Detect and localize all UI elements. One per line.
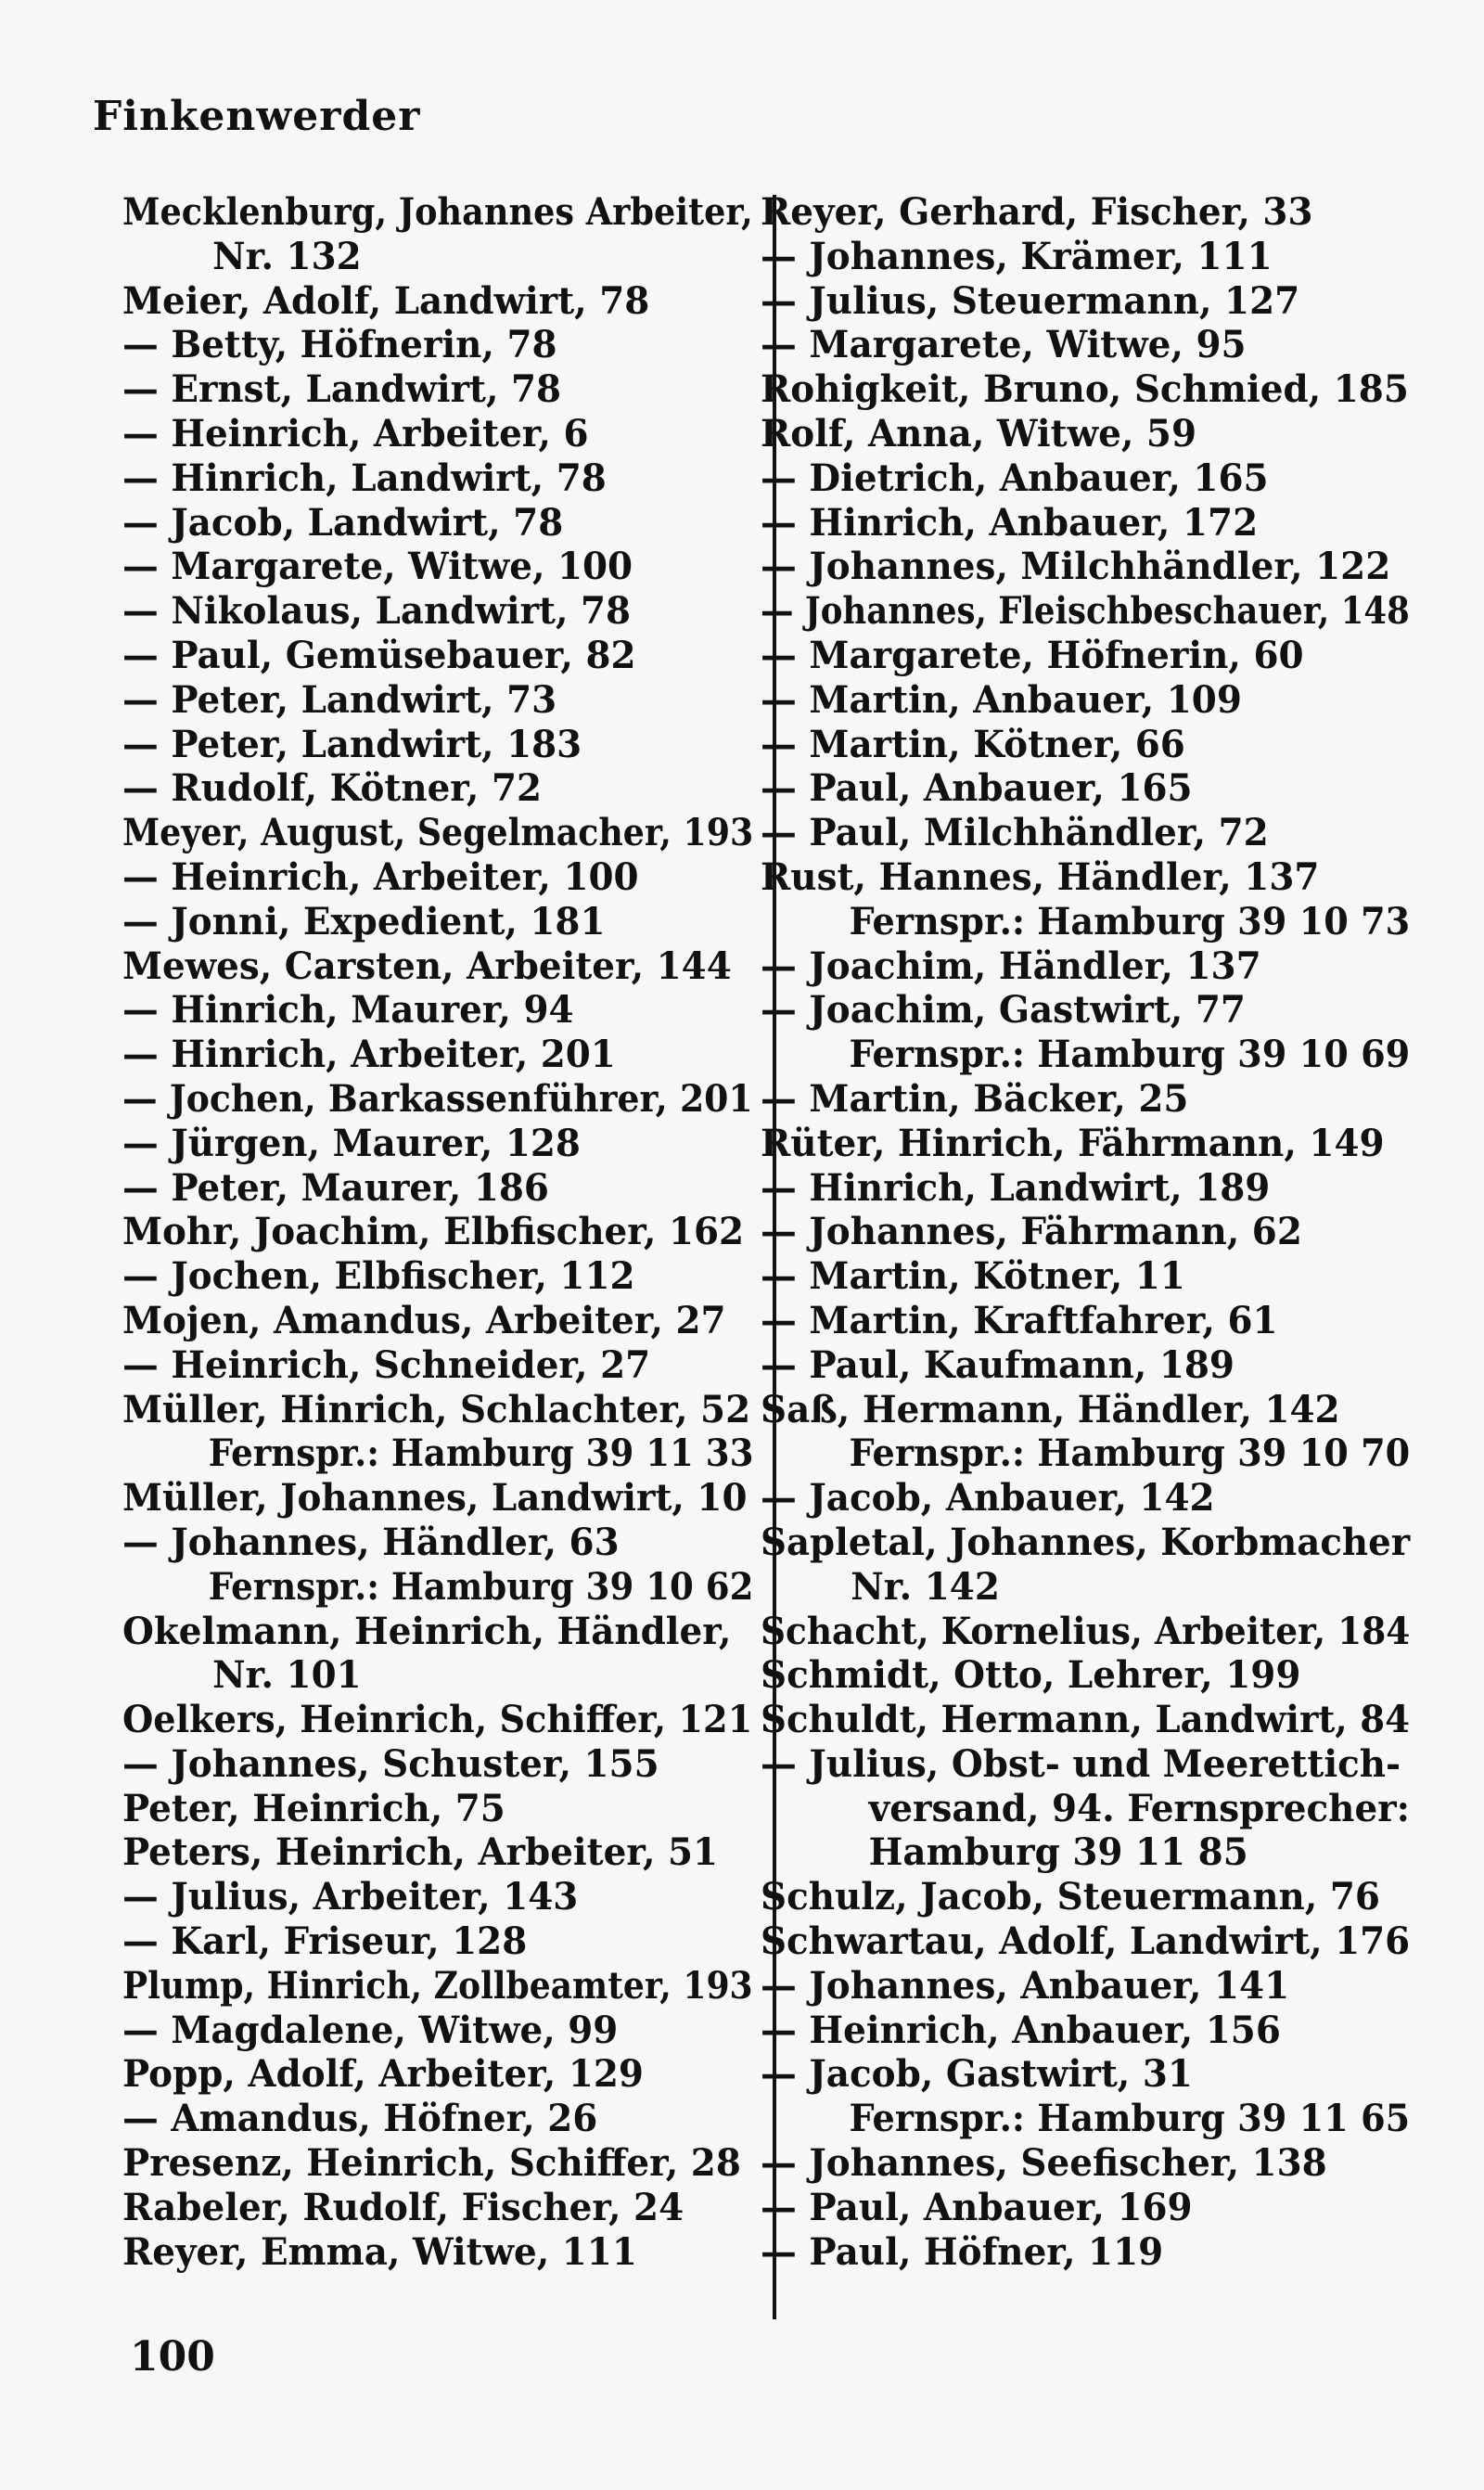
directory-entry: — Magdalene, Witwe, 99 [122,2008,619,2052]
directory-entry: Fernspr.: Hamburg 39 10 62 [208,1564,754,1609]
directory-entry: Fernspr.: Hamburg 39 10 69 [849,1033,1411,1077]
directory-entry: — Heinrich, Arbeiter, 100 [122,854,639,899]
directory-entry: Rohigkeit, Bruno, Schmied, 185 [761,367,1409,412]
directory-entry: Rolf, Anna, Witwe, 59 [761,411,1197,456]
directory-entry: — Margarete, Witwe, 95 [761,323,1247,367]
directory-entry: Sapletal, Johannes, Korbmacher [761,1520,1411,1564]
page-number: 100 [130,2333,215,2381]
directory-entry: — Martin, Kraftfahrer, 61 [761,1298,1278,1342]
directory-entry: — Hinrich, Arbeiter, 201 [122,1033,616,1077]
directory-entry: Fernspr.: Hamburg 39 10 70 [849,1431,1411,1476]
directory-entry: — Jacob, Landwirt, 78 [122,500,564,545]
directory-entry: Reyer, Emma, Witwe, 111 [122,2229,637,2274]
directory-entry: — Martin, Kötner, 66 [761,722,1185,766]
directory-entry: versand, 94. Fernsprecher: [868,1786,1411,1830]
directory-entry: Müller, Hinrich, Schlachter, 52 [122,1387,751,1431]
page-header: Finkenwerder [93,93,421,140]
directory-entry: Oelkers, Heinrich, Schiffer, 121 [122,1698,753,1742]
directory-entry: Peters, Heinrich, Arbeiter, 51 [122,1830,719,1875]
directory-entry: — Ernst, Landwirt, 78 [122,367,562,412]
directory-entry: — Hinrich, Anbauer, 172 [761,500,1259,545]
directory-entry: Rabeler, Rudolf, Fischer, 24 [122,2185,684,2229]
directory-entry: — Paul, Kaufmann, 189 [761,1342,1235,1387]
directory-entry: Popp, Adolf, Arbeiter, 129 [122,2052,644,2097]
directory-entry: — Martin, Kötner, 11 [761,1254,1185,1299]
directory-entry: Schuldt, Hermann, Landwirt, 84 [761,1698,1411,1742]
directory-entry: — Hinrich, Landwirt, 189 [761,1165,1271,1210]
directory-entry: — Jonni, Expedient, 181 [122,899,606,943]
directory-entry: Müller, Johannes, Landwirt, 10 [122,1476,748,1521]
directory-entry: — Margarete, Witwe, 100 [122,545,633,589]
directory-entry: Okelmann, Heinrich, Händler, [122,1609,732,1653]
directory-entry: Mojen, Amandus, Arbeiter, 27 [122,1298,726,1342]
directory-entry: Schwartau, Adolf, Landwirt, 176 [761,1919,1411,1964]
directory-entry: — Karl, Friseur, 128 [122,1919,528,1964]
directory-entry: — Martin, Anbauer, 109 [761,677,1242,722]
directory-entry: Fernspr.: Hamburg 39 11 33 [208,1431,754,1476]
right-column [761,190,1428,2274]
directory-entry: — Betty, Höfnerin, 78 [122,323,557,367]
directory-entry: — Nikolaus, Landwirt, 78 [122,589,632,634]
directory-entry: Mewes, Carsten, Arbeiter, 144 [122,943,732,988]
directory-entry: — Julius, Steuermann, 127 [761,278,1300,323]
directory-entry: — Jochen, Elbfischer, 112 [122,1254,635,1299]
directory-entry: — Jacob, Gastwirt, 31 [761,2052,1193,2097]
directory-entry: Nr. 142 [851,1564,1000,1609]
directory-entry: Saß, Hermann, Händler, 142 [761,1387,1340,1431]
directory-entry: — Johannes, Milchhändler, 122 [761,545,1391,589]
directory-entry: — Joachim, Gastwirt, 77 [761,988,1246,1033]
directory-entry: — Hinrich, Maurer, 94 [122,988,574,1033]
directory-entry: — Heinrich, Anbauer, 156 [761,2008,1281,2052]
directory-entry: Mecklenburg, Johannes Arbeiter, [122,190,753,234]
directory-entry: Peter, Heinrich, 75 [122,1786,505,1830]
directory-entry: Fernspr.: Hamburg 39 11 65 [849,2097,1411,2141]
directory-entry: — Johannes, Schuster, 155 [122,1741,659,1786]
directory-entry: Fernspr.: Hamburg 39 10 73 [849,899,1411,943]
directory-entry: Plump, Hinrich, Zollbeamter, 193 [122,1963,753,2008]
directory-entry: — Dietrich, Anbauer, 165 [761,456,1269,500]
directory-entry: — Martin, Bäcker, 25 [761,1076,1189,1121]
directory-entry: — Joachim, Händler, 137 [761,943,1261,988]
directory-entry: — Johannes, Fährmann, 62 [761,1210,1302,1254]
directory-entry: — Paul, Höfner, 119 [761,2229,1164,2274]
directory-entry: Schacht, Kornelius, Arbeiter, 184 [761,1609,1411,1653]
directory-entry: — Margarete, Höfnerin, 60 [761,633,1304,677]
directory-entry: Hamburg 39 11 85 [868,1830,1248,1875]
directory-entry: — Paul, Anbauer, 169 [761,2185,1193,2229]
directory-entry: Meyer, August, Segelmacher, 193 [122,811,754,855]
directory-entry: — Johannes, Händler, 63 [122,1520,620,1564]
directory-entry: — Johannes, Seefischer, 138 [761,2141,1327,2186]
directory-entry: — Rudolf, Kötner, 72 [122,766,543,811]
directory-entry: — Heinrich, Arbeiter, 6 [122,411,589,456]
directory-entry: — Peter, Maurer, 186 [122,1165,549,1210]
directory-entry: — Hinrich, Landwirt, 78 [122,456,607,500]
directory-entry: Nr. 132 [212,234,362,278]
directory-entry: — Peter, Landwirt, 73 [122,677,557,722]
directory-entry: — Johannes, Anbauer, 141 [761,1963,1290,2008]
directory-entry: Rust, Hannes, Händler, 137 [761,854,1320,899]
directory-entry: — Paul, Gemüsebauer, 82 [122,633,636,677]
directory-entry: Reyer, Gerhard, Fischer, 33 [761,190,1313,234]
directory-entry: Nr. 101 [212,1653,362,1698]
directory-entry: — Jürgen, Maurer, 128 [122,1121,581,1165]
directory-entry: — Julius, Obst- und Meerettich- [761,1741,1401,1786]
directory-entry: Rüter, Hinrich, Fährmann, 149 [761,1121,1385,1165]
directory-entry: — Jacob, Anbauer, 142 [761,1476,1215,1521]
directory-entry: Schmidt, Otto, Lehrer, 199 [761,1653,1301,1698]
directory-entry: — Amandus, Höfner, 26 [122,2097,598,2141]
directory-entry: Meier, Adolf, Landwirt, 78 [122,278,650,323]
directory-entry: — Heinrich, Schneider, 27 [122,1342,651,1387]
directory-entry: — Julius, Arbeiter, 143 [122,1875,579,1919]
directory-entry: — Paul, Milchhändler, 72 [761,811,1269,855]
directory-entry: — Paul, Anbauer, 165 [761,766,1193,811]
directory-entry: — Peter, Landwirt, 183 [122,722,582,766]
directory-entry: — Jochen, Barkassenführer, 201 [122,1076,753,1121]
directory-entry: Schulz, Jacob, Steuermann, 76 [761,1875,1380,1919]
directory-entry: — Johannes, Fleischbeschauer, 148 [761,589,1410,634]
left-column [122,190,772,2274]
directory-entry: Mohr, Joachim, Elbfischer, 162 [122,1210,745,1254]
directory-entry: Presenz, Heinrich, Schiffer, 28 [122,2141,741,2186]
directory-entry: — Johannes, Krämer, 111 [761,234,1273,278]
